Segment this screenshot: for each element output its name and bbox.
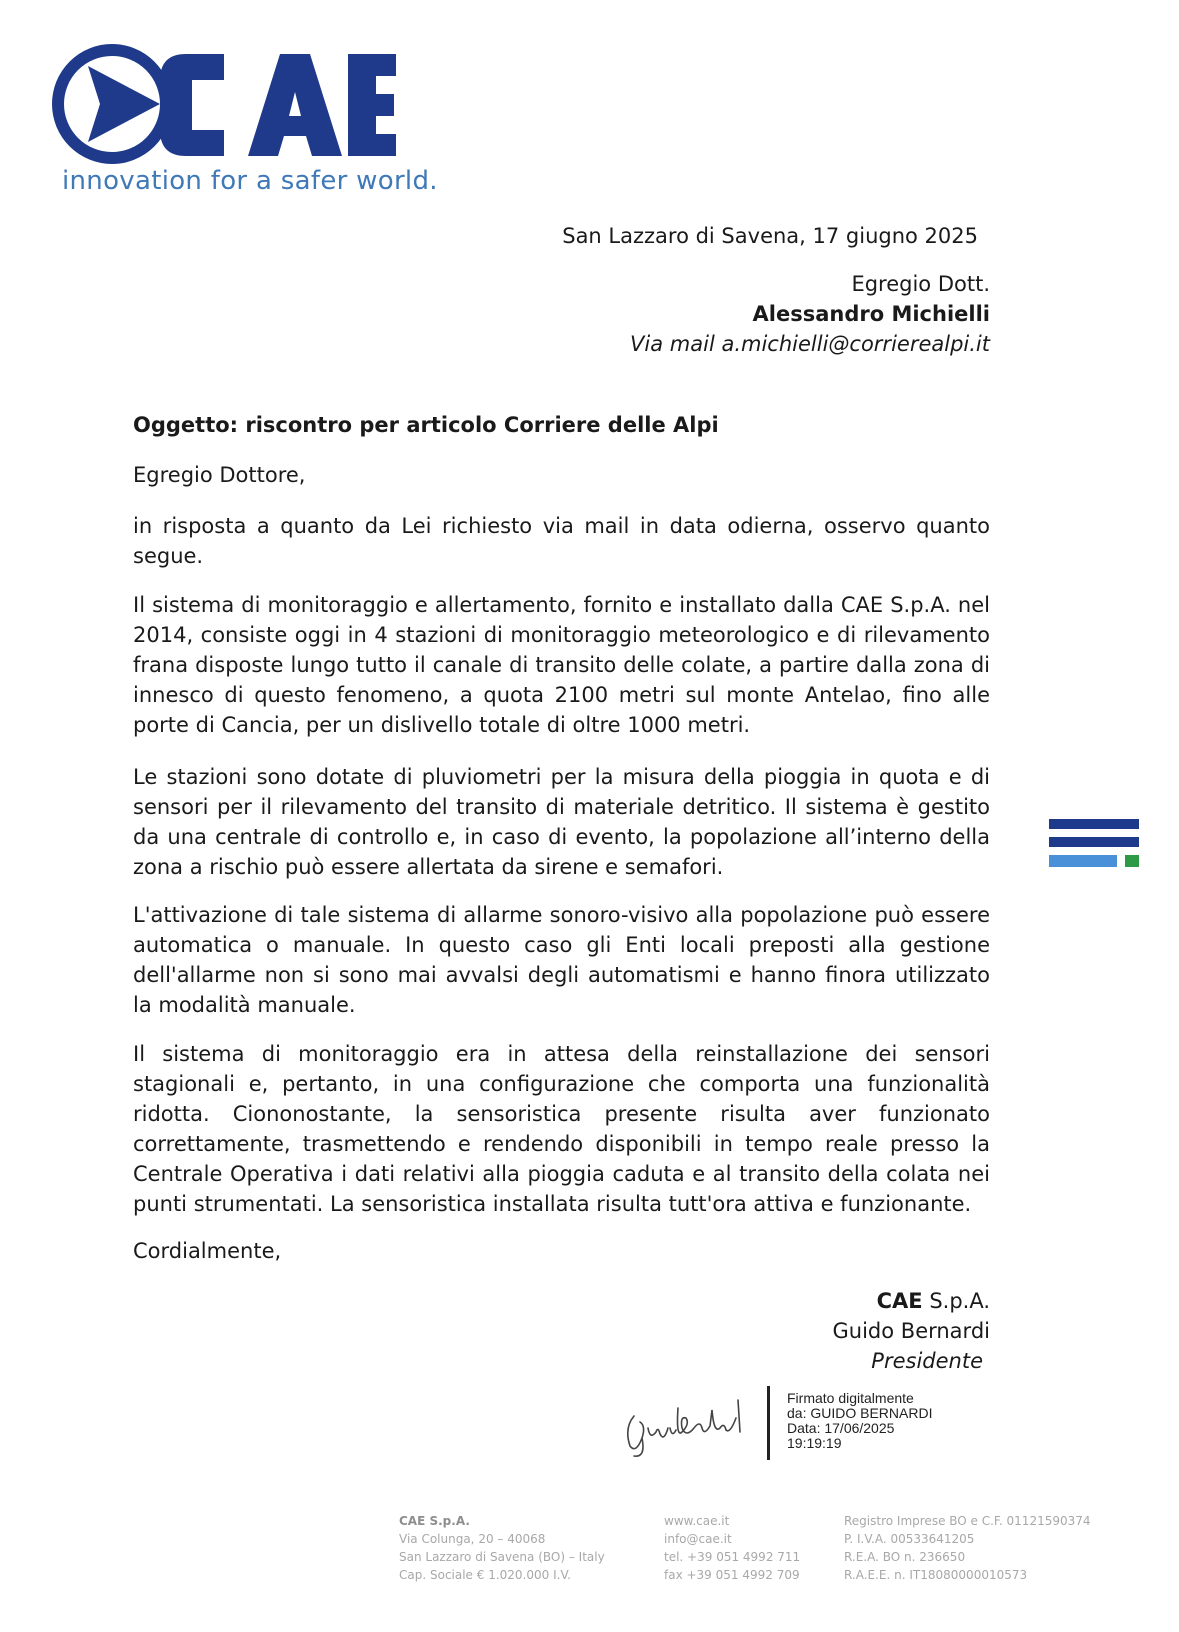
- date-line: San Lazzaro di Savena, 17 giugno 2025: [562, 224, 978, 248]
- signature-divider: [767, 1386, 770, 1460]
- body-paragraph: Il sistema di monitoraggio e allertamento, fornito e installato dalla CAE S.p.A. nel 2014, consiste oggi in 4 stazioni di monitoraggio meteorologico e di rilevamento frana disposte lungo tutto il canale di transito delle colate, a partire dalla zona di innesco di questo fenomeno, a quota 2100 metri sul monte Antelao, fino alle porte di Cancia, per un dislivello totale di oltre 1000 metri.: [133, 593, 990, 737]
- recipient-contact: Via mail a.michielli@corrierealpi.it: [630, 332, 990, 356]
- footer-website[interactable]: www.cae.it: [664, 1514, 730, 1528]
- decorative-stripes: [1049, 819, 1139, 875]
- logo-tagline: innovation for a safer world.: [62, 166, 438, 196]
- footer-line: Registro Imprese BO e C.F. 01121590374: [844, 1514, 1091, 1528]
- body-paragraph: Il sistema di monitoraggio era in attesa della reinstallazione dei sensori stagionali e, pertanto, in una configurazione che comporta una funzionalità ridotta. Ciononostante, la sensoristica presente risulta aver funzionato correttamente, trasmettendo e rendendo disponibili in tempo reale presso la Centrale Operativa i dati relativi alla pioggia caduta e al transito della colata nei punti strumentati. La sensoristica installata risulta tutt'ora attiva e funzionante.: [133, 1042, 990, 1216]
- body-paragraph: L'attivazione di tale sistema di allarme sonoro-visivo alla popolazione può essere automatica o manuale. In questo caso gli Enti locali preposti alla gestione dell'allarme non si sono mai avvalsi degli automatismi e hanno finora utilizzato la modalità manuale.: [133, 903, 990, 1017]
- digital-signature-line: Data: 17/06/2025: [787, 1420, 895, 1436]
- recipient-greeting: Egregio Dott.: [851, 272, 990, 296]
- footer-line: R.E.A. BO n. 236650: [844, 1550, 966, 1564]
- footer-line: P. I.V.A. 00533641205: [844, 1532, 975, 1546]
- footer-line: Via Colunga, 20 – 40068: [399, 1532, 546, 1546]
- footer-line: R.A.E.E. n. IT18080000010573: [844, 1568, 1028, 1582]
- footer-company: [399, 1512, 605, 1584]
- signatory-company: [877, 1289, 990, 1313]
- footer-line: fax +39 051 4992 709: [664, 1568, 800, 1582]
- signatory-title: Presidente: [871, 1349, 983, 1373]
- recipient-name: Alessandro Michielli: [752, 302, 990, 326]
- footer-company-name: CAE S.p.A.: [399, 1514, 470, 1528]
- body-paragraph: in risposta a quanto da Lei richiesto via mail in data odierna, osservo quanto segue.: [133, 514, 990, 568]
- footer-line: Cap. Sociale € 1.020.000 I.V.: [399, 1568, 571, 1582]
- company-bold: CAE: [876, 1289, 923, 1313]
- footer-email[interactable]: info@cae.it: [664, 1532, 732, 1546]
- company-rest: S.p.A.: [922, 1289, 990, 1313]
- salutation: Egregio Dottore,: [133, 463, 306, 487]
- footer-registry: [844, 1512, 1091, 1584]
- digital-signature-line: Firmato digitalmente: [787, 1390, 914, 1406]
- digital-signature-line: 19:19:19: [787, 1435, 842, 1451]
- digital-signature: [787, 1391, 932, 1451]
- signatory-name: Guido Bernardi: [832, 1319, 990, 1343]
- subject-line: Oggetto: riscontro per articolo Corriere delle Alpi: [133, 413, 719, 437]
- handwritten-signature: [620, 1388, 750, 1458]
- body-paragraph: Le stazioni sono dotate di pluviometri per la misura della pioggia in quota e di sensori per il rilevamento del transito di materiale detritico. Il sistema è gestito da una centrale di controllo e, in caso di evento, la popolazione all’interno della zona a rischio può essere allertata da sirene e semafori.: [133, 765, 990, 879]
- closing: Cordialmente,: [133, 1239, 282, 1263]
- footer-line: San Lazzaro di Savena (BO) – Italy: [399, 1550, 605, 1564]
- footer-line: tel. +39 051 4992 711: [664, 1550, 801, 1564]
- footer-contacts: [664, 1512, 800, 1584]
- digital-signature-line: da: GUIDO BERNARDI: [787, 1405, 933, 1421]
